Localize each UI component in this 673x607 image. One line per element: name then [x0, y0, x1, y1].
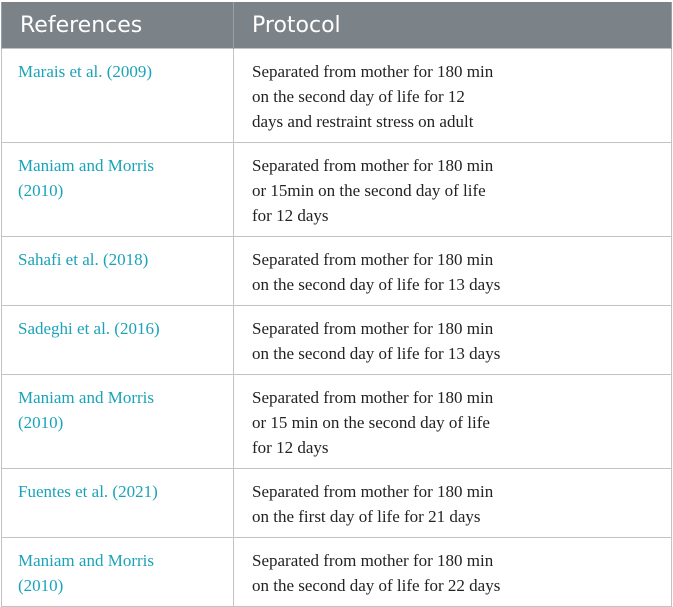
- reference-cell[interactable]: [2, 375, 234, 469]
- reference-link-line[interactable]: Fuentes et al. (2021): [18, 482, 158, 501]
- header-protocol: Protocol: [234, 2, 672, 49]
- protocol-text-line: days and restraint stress on adult: [252, 112, 474, 131]
- protocol-text-line: on the second day of life for 13 days: [252, 344, 501, 363]
- protocol-text-line: or 15 min on the second day of life: [252, 413, 490, 432]
- protocol-text-line: for 12 days: [252, 438, 329, 457]
- references-table: [1, 2, 672, 607]
- reference-cell[interactable]: [2, 237, 234, 306]
- reference-cell[interactable]: [2, 143, 234, 237]
- table-row: [2, 469, 672, 538]
- table-body: [2, 49, 672, 607]
- reference-link-line[interactable]: Marais et al. (2009): [18, 62, 153, 81]
- protocol-text-line: Separated from mother for 180 min: [252, 388, 494, 407]
- protocol-text-line: on the first day of life for 21 days: [252, 507, 481, 526]
- protocol-cell: [234, 49, 672, 143]
- protocol-text-line: or 15min on the second day of life: [252, 181, 486, 200]
- protocol-text-line: on the second day of life for 22 days: [252, 576, 501, 595]
- protocol-text-line: Separated from mother for 180 min: [252, 551, 494, 570]
- table-row: [2, 306, 672, 375]
- reference-cell[interactable]: [2, 469, 234, 538]
- reference-cell[interactable]: [2, 306, 234, 375]
- protocol-text-line: on the second day of life for 12: [252, 87, 465, 106]
- protocol-cell: [234, 237, 672, 306]
- protocol-text-line: on the second day of life for 13 days: [252, 275, 501, 294]
- table-row: [2, 375, 672, 469]
- table-row: [2, 538, 672, 607]
- reference-link-line[interactable]: (2010): [18, 413, 64, 432]
- protocol-cell: [234, 143, 672, 237]
- reference-link-line[interactable]: Maniam and Morris: [18, 551, 154, 570]
- reference-link-line[interactable]: Sadeghi et al. (2016): [18, 319, 160, 338]
- reference-cell[interactable]: [2, 49, 234, 143]
- reference-link-line[interactable]: Maniam and Morris: [18, 156, 154, 175]
- protocol-text-line: Separated from mother for 180 min: [252, 62, 494, 81]
- protocol-cell: [234, 375, 672, 469]
- protocol-text-line: Separated from mother for 180 min: [252, 482, 494, 501]
- protocol-cell: [234, 538, 672, 607]
- protocol-text-line: Separated from mother for 180 min: [252, 156, 494, 175]
- table-row: [2, 143, 672, 237]
- protocol-text-line: Separated from mother for 180 min: [252, 319, 494, 338]
- protocol-cell: [234, 306, 672, 375]
- reference-link-line[interactable]: Maniam and Morris: [18, 388, 154, 407]
- reference-cell[interactable]: [2, 538, 234, 607]
- protocol-text-line: for 12 days: [252, 206, 329, 225]
- table-row: [2, 49, 672, 143]
- protocol-cell: [234, 469, 672, 538]
- reference-link-line[interactable]: Sahafi et al. (2018): [18, 250, 149, 269]
- header-references: References: [2, 2, 234, 49]
- table-header-row: [2, 2, 672, 49]
- reference-link-line[interactable]: (2010): [18, 181, 64, 200]
- protocol-text-line: Separated from mother for 180 min: [252, 250, 494, 269]
- table-row: [2, 237, 672, 306]
- reference-link-line[interactable]: (2010): [18, 576, 64, 595]
